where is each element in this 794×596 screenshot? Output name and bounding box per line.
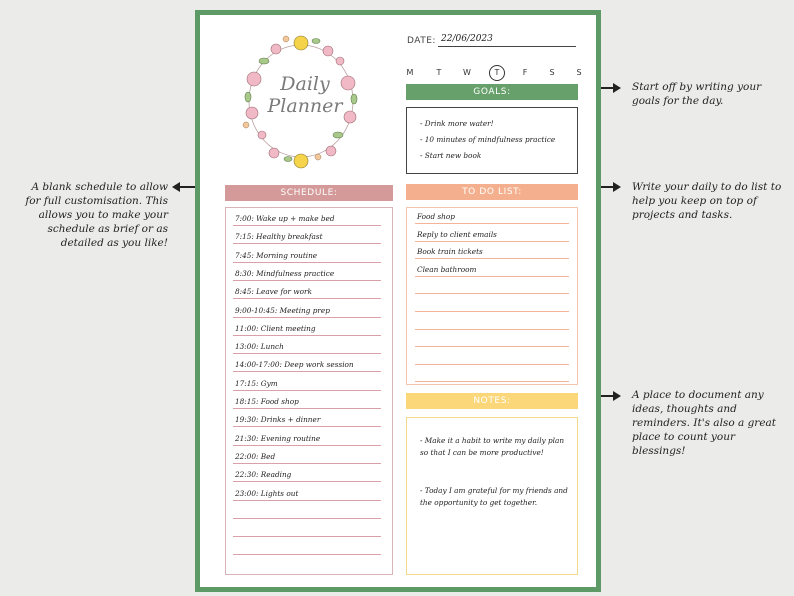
schedule-rule <box>233 371 381 372</box>
todo-rule <box>415 258 569 259</box>
schedule-rule <box>233 426 381 427</box>
schedule-rule <box>233 280 381 281</box>
todo-item[interactable]: Food shop <box>417 212 455 221</box>
schedule-item[interactable]: 22:00: Bed <box>235 451 276 461</box>
schedule-item[interactable]: 8:30: Mindfulness practice <box>235 268 335 278</box>
schedule-item[interactable]: 11:00: Client meeting <box>235 323 316 333</box>
goals-header: GOALS: <box>406 84 578 100</box>
planner-title: Daily Planner <box>267 73 343 117</box>
schedule-rule <box>233 445 381 446</box>
date-value[interactable]: 22/06/2023 <box>441 34 493 44</box>
schedule-item[interactable]: 18:15: Food shop <box>235 397 299 406</box>
todo-rule <box>415 276 569 277</box>
notes-header: NOTES: <box>406 393 578 409</box>
schedule-rule <box>233 463 381 464</box>
goal-item: - Drink more water! <box>420 119 494 128</box>
todo-rule <box>415 381 569 382</box>
weekday-5[interactable]: S <box>549 68 555 77</box>
todo-rule <box>415 329 569 330</box>
schedule-item[interactable]: 14:00-17:00: Deep work session <box>235 360 354 370</box>
weekday-0[interactable]: M <box>406 68 414 77</box>
schedule-item[interactable]: 19:30: Drinks + dinner <box>235 415 321 425</box>
todo-item[interactable]: Book train tickets <box>417 247 483 257</box>
todo-rule <box>415 311 569 312</box>
schedule-rule <box>233 518 381 519</box>
schedule-rule <box>233 225 381 226</box>
schedule-rule <box>233 243 381 244</box>
schedule-rule <box>233 554 381 555</box>
schedule-rule <box>233 298 381 299</box>
todo-item[interactable]: Clean bathroom <box>417 264 477 274</box>
schedule-rule <box>233 481 381 482</box>
schedule-rule <box>233 500 381 501</box>
schedule-item[interactable]: 22:30: Reading <box>235 470 292 480</box>
schedule-item[interactable]: 17:15: Gym <box>235 378 278 388</box>
schedule-rule <box>233 317 381 318</box>
notes-paragraph-2: - Today I am grateful for my friends and the opportunity to get together. <box>420 486 568 507</box>
callout-notes: A place to document any ideas, thoughts and reminders. It's also a great place to count your blessings! <box>632 389 777 457</box>
weekday-1[interactable]: T <box>436 68 442 77</box>
goal-item: - 10 minutes of mindfulness practice <box>420 135 556 144</box>
todo-rule <box>415 223 569 224</box>
weekday-3[interactable]: T <box>489 65 505 81</box>
date-underline <box>438 46 576 47</box>
schedule-item[interactable]: 13:00: Lunch <box>235 342 284 352</box>
schedule-item[interactable]: 8:45: Leave for work <box>235 287 312 297</box>
goal-item: - Start new book <box>420 151 482 160</box>
callout-goals: Start off by writing your goals for the day. <box>632 81 762 107</box>
schedule-header: SCHEDULE: <box>225 185 393 201</box>
weekday-2[interactable]: W <box>463 68 471 77</box>
todo-rule <box>415 241 569 242</box>
notes-paragraph-1: - Make it a habit to write my daily plan so that I can be more productive! <box>420 436 565 457</box>
schedule-rule <box>233 353 381 354</box>
schedule-item[interactable]: 7:15: Healthy breakfast <box>235 232 323 242</box>
callout-schedule: A blank schedule to allow for full customisation. This allows you to make your schedule as brief or as detailed as you like! <box>25 181 168 249</box>
schedule-item[interactable]: 7:45: Morning routine <box>235 250 318 260</box>
weekday-6[interactable]: S <box>576 68 582 77</box>
todo-rule <box>415 293 569 294</box>
schedule-item[interactable]: 7:00: Wake up + make bed <box>235 214 335 223</box>
schedule-item[interactable]: 21:30: Evening routine <box>235 433 321 443</box>
todo-rule <box>415 364 569 365</box>
callout-todo: Write your daily to do list to help you keep on top of projects and tasks. <box>632 181 782 221</box>
schedule-rule <box>233 536 381 537</box>
planner-page <box>195 10 601 592</box>
todo-item[interactable]: Reply to client emails <box>417 229 497 239</box>
schedule-item[interactable]: 23:00: Lights out <box>235 488 299 498</box>
schedule-rule <box>233 262 381 263</box>
todo-header: TO DO LIST: <box>406 184 578 200</box>
date-label: DATE: <box>407 36 436 46</box>
schedule-rule <box>233 390 381 391</box>
schedule-item[interactable]: 9:00-10:45: Meeting prep <box>235 305 330 315</box>
todo-rule <box>415 346 569 347</box>
schedule-rule <box>233 408 381 409</box>
weekday-4[interactable]: F <box>522 68 528 77</box>
schedule-rule <box>233 335 381 336</box>
